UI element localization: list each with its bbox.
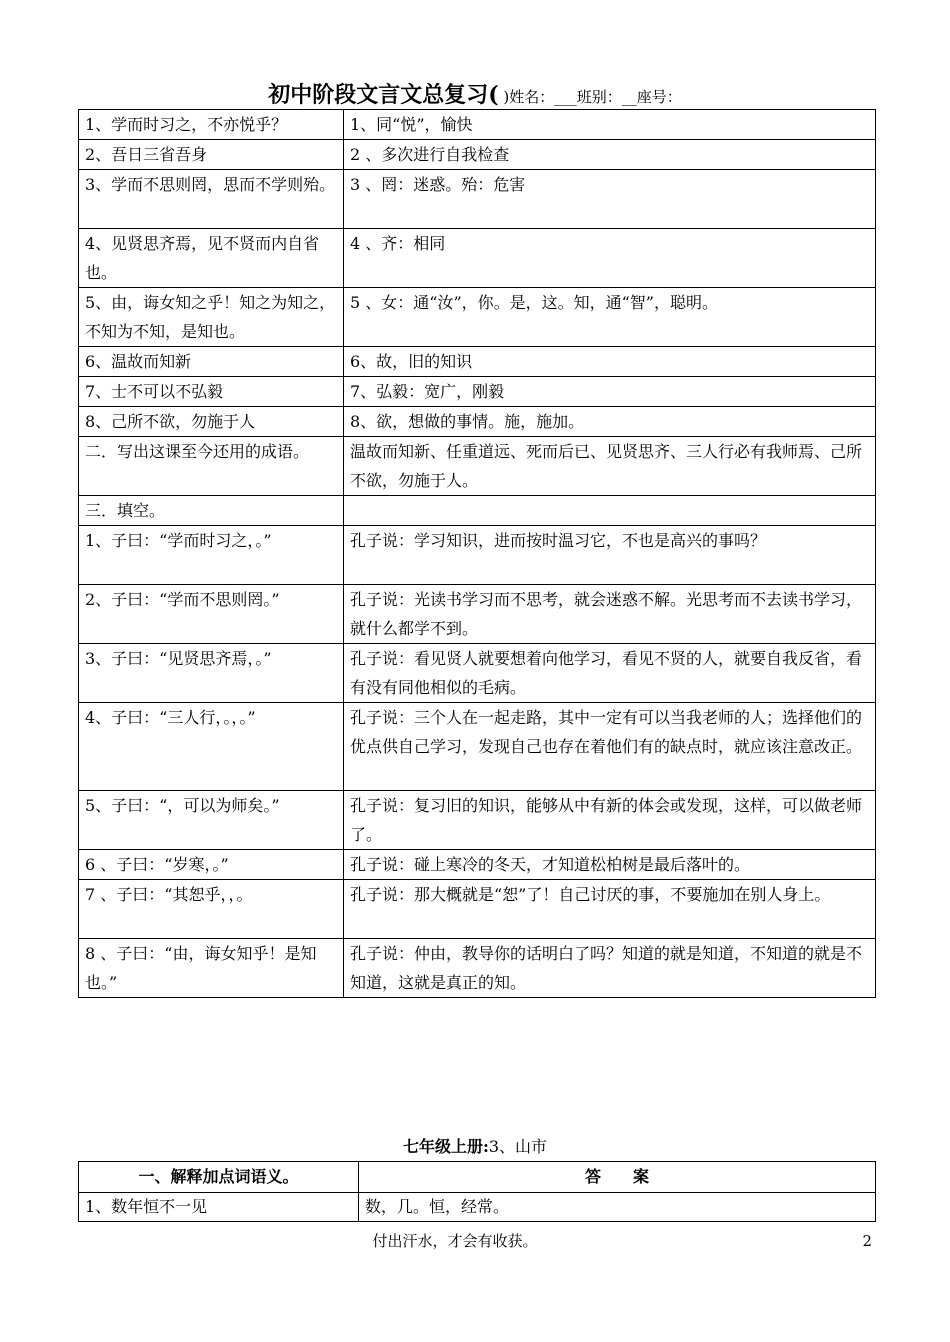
page-number: 2 (862, 1232, 872, 1250)
answer-cell: 3 、罔：迷惑。殆：危害 (344, 170, 876, 229)
table-header-row (79, 1162, 876, 1193)
table-row (79, 377, 876, 407)
table-row (79, 703, 876, 791)
section-title (0, 1134, 950, 1157)
question-cell: 3、学而不思则罔，思而不学则殆。 (79, 170, 344, 229)
table-row (79, 939, 876, 998)
answer-cell: 2 、多次进行自我检查 (344, 140, 876, 170)
review-table-body (79, 110, 876, 998)
table-row (79, 140, 876, 170)
table-row (79, 229, 876, 288)
table-row (79, 407, 876, 437)
question-cell: 7 、子曰：“其恕乎，，。 (79, 880, 344, 939)
question-cell: 1、子曰：“学而时习之，。” (79, 526, 344, 585)
answer-cell: 5 、女：通“汝”，你。是，这。知，通“智”，聪明。 (344, 288, 876, 347)
question-cell: 三．填空。 (79, 496, 344, 526)
answer-cell (344, 496, 876, 526)
question-cell: 5、子曰：“，可以为师矣。” (79, 791, 344, 850)
title-main: 初中阶段文言文总复习( (268, 82, 499, 108)
lunyu-review-table (78, 109, 876, 998)
section-title-lesson: 3、山市 (488, 1137, 548, 1156)
question-cell: 2、子曰：“学而不思则罔。” (79, 585, 344, 644)
question-cell: 6 、子曰：“岁寒，。” (79, 850, 344, 880)
answer-cell: 7、弘毅：宽广，刚毅 (344, 377, 876, 407)
shanshi-table (78, 1161, 876, 1222)
table-row (79, 1193, 876, 1222)
answer-cell: 孔子说：光读书学习而不思考，就会迷惑不解。光思考而不去读书学习，就什么都学不到。 (344, 585, 876, 644)
question-cell: 4、见贤思齐焉，见不贤而内自省也。 (79, 229, 344, 288)
table-row (79, 880, 876, 939)
answer-cell: 温故而知新、任重道远、死而后已、见贤思齐、三人行必有我师焉、己所不欲，勿施于人。 (344, 437, 876, 496)
answer-cell: 6、故，旧的知识 (344, 347, 876, 377)
question-cell: 8、己所不欲，勿施于人 (79, 407, 344, 437)
answer-cell: 1、同“悦”，愉快 (344, 110, 876, 140)
answer-cell: 4 、齐：相同 (344, 229, 876, 288)
table-row (79, 850, 876, 880)
table-row (79, 437, 876, 496)
table-row (79, 496, 876, 526)
table-row (79, 347, 876, 377)
question-cell: 二．写出这课至今还用的成语。 (79, 437, 344, 496)
question-cell: 7、士不可以不弘毅 (79, 377, 344, 407)
answer-cell: 孔子说：仲由，教导你的话明白了吗？知道的就是知道，不知道的就是不知道，这就是真正的知。 (344, 939, 876, 998)
question-cell: 5、由，诲女知之乎！知之为知之，不知为不知，是知也。 (79, 288, 344, 347)
question-cell: 2、吾日三省吾身 (79, 140, 344, 170)
question-cell: 4、子曰：“三人行，。，。” (79, 703, 344, 791)
table-row (79, 288, 876, 347)
question-cell: 8 、子曰：“由，诲女知乎！是知也。” (79, 939, 344, 998)
column-header-answer: 答 案 (359, 1162, 876, 1193)
table-row (79, 526, 876, 585)
table-row (79, 110, 876, 140)
answer-cell: 8、欲，想做的事情。施，施加。 (344, 407, 876, 437)
footer-motto: 付出汗水，才会有收获。 (372, 1232, 538, 1250)
column-header-question: 一、解释加点词语义。 (79, 1162, 359, 1193)
question-cell: 6、温故而知新 (79, 347, 344, 377)
answer-cell: 孔子说：学习知识，进而按时温习它，不也是高兴的事吗？ (344, 526, 876, 585)
table-row (79, 170, 876, 229)
question-cell: 1、学而时习之，不亦悦乎？ (79, 110, 344, 140)
table-row (79, 644, 876, 703)
answer-cell: 孔子说：三个人在一起走路，其中一定有可以当我老师的人；选择他们的优点供自己学习，发现自己也存在着他们有的缺点时，就应该注意改正。 (344, 703, 876, 791)
page-title (0, 78, 950, 109)
table-row (79, 585, 876, 644)
question-cell: 1、数年恒不一见 (79, 1193, 359, 1222)
answer-cell: 孔子说：看见贤人就要想着向他学习，看见不贤的人，就要自我反省，看有没有同他相似的毛病。 (344, 644, 876, 703)
answer-cell: 孔子说：碰上寒冷的冬天，才知道松柏树是最后落叶的。 (344, 850, 876, 880)
table-row (79, 791, 876, 850)
question-cell: 3、子曰：“见贤思齐焉，。” (79, 644, 344, 703)
answer-cell: 孔子说：那大概就是“恕”了！自己讨厌的事，不要施加在别人身上。 (344, 880, 876, 939)
answer-cell: 数，几。恒，经常。 (359, 1193, 876, 1222)
title-student-info: )姓名：___班别：__座号： (498, 88, 682, 106)
answer-cell: 孔子说：复习旧的知识，能够从中有新的体会或发现，这样，可以做老师了。 (344, 791, 876, 850)
section-title-grade: 七年级上册: (402, 1137, 489, 1156)
